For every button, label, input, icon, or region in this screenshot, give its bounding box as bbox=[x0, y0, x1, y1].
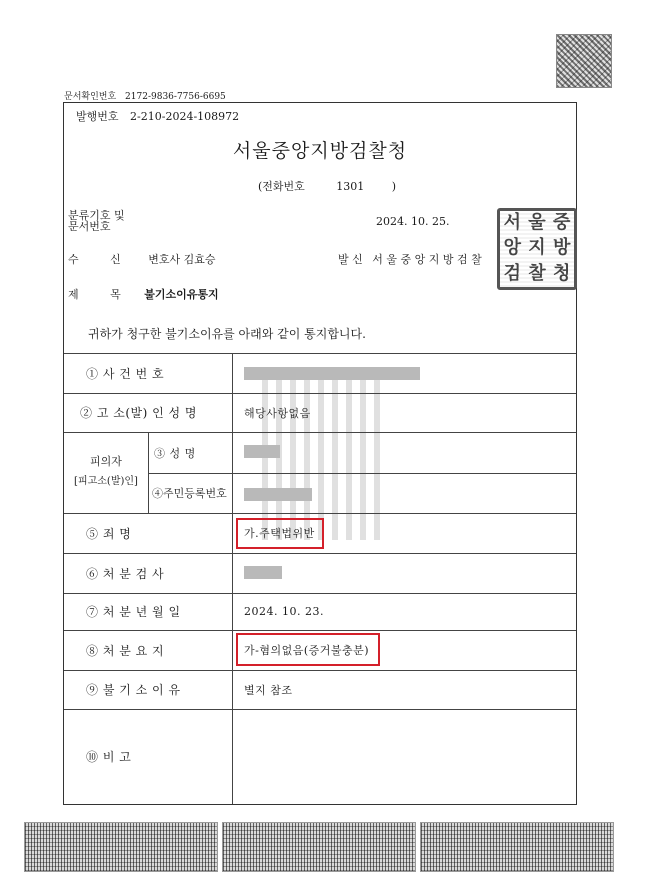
recipient-value: 변호사 김효승 bbox=[148, 253, 216, 266]
intro-text: 귀하가 청구한 불기소이유를 아래와 같이 통지합니다. bbox=[88, 327, 366, 341]
doc-confirm-value: 2172-9836-7756-6695 bbox=[125, 92, 226, 102]
complainant-value: 해당사항없음 bbox=[244, 406, 311, 420]
reason-label: ⑨ 불 기 소 이 유 bbox=[86, 683, 181, 697]
label-divider bbox=[232, 353, 233, 804]
id-number-label: ④주민등록번호 bbox=[152, 487, 227, 500]
sender-line bbox=[338, 251, 496, 267]
subject-label: 제 목 bbox=[68, 288, 135, 301]
case-number-label: ① 사 건 번 호 bbox=[86, 366, 165, 381]
subject-line bbox=[68, 286, 219, 302]
barcode-bottom-right bbox=[420, 822, 614, 872]
document-date: 2024. 10. 25. bbox=[376, 215, 450, 228]
barcode-bottom-left bbox=[24, 822, 218, 872]
reason-value: 별지 참조 bbox=[244, 683, 293, 697]
id-number-redacted bbox=[244, 488, 312, 501]
phone-value: 1301 bbox=[336, 180, 365, 193]
prosecutor-label: ⑥ 처 분 검 사 bbox=[86, 566, 165, 581]
subject-value: 불기소이유통지 bbox=[144, 288, 219, 301]
disposition-summary-value: 가-혐의없음(증거불충분) bbox=[244, 644, 370, 657]
charge-label: ⑤ 죄 명 bbox=[86, 526, 132, 541]
disposition-highlight-box bbox=[236, 633, 380, 666]
sender-value: 서 울 중 앙 지 방 검 찰 bbox=[372, 253, 482, 266]
remarks-label: ⑩ 비 고 bbox=[86, 750, 132, 764]
charge-value: 가.주택법위반 bbox=[244, 527, 315, 540]
charge-highlight-box bbox=[236, 518, 324, 549]
row-line-2 bbox=[64, 432, 576, 433]
disposition-date-label: ⑦ 처 분 년 월 일 bbox=[86, 605, 181, 619]
suspect-sub-label: [피고소(발)인] bbox=[74, 476, 138, 487]
official-seal-icon: 서 울 중 앙 지 방 검 찰 청 bbox=[497, 208, 577, 290]
suspect-divider bbox=[148, 432, 149, 513]
classification-label-1: 분류기호 및 bbox=[68, 209, 125, 222]
phone-close: ) bbox=[391, 180, 397, 193]
suspect-label: 피의자 bbox=[90, 455, 122, 468]
disposition-date-value: 2024. 10. 23. bbox=[244, 605, 324, 618]
recipient-line bbox=[68, 251, 216, 267]
barcode-bottom-center bbox=[222, 822, 416, 872]
phone-line bbox=[258, 178, 396, 194]
agency-title: 서울중앙지방검찰청 bbox=[232, 140, 408, 162]
doc-confirm-label: 문서확인번호 bbox=[64, 92, 117, 102]
disposition-summary-label: ⑧ 처 분 요 지 bbox=[86, 643, 165, 658]
name-redacted bbox=[244, 445, 280, 458]
classification-label-2: 문서번호 bbox=[68, 220, 111, 233]
issue-number-value: 2-210-2024-108972 bbox=[130, 110, 240, 123]
suspect-group-label bbox=[64, 452, 148, 492]
qr-code-top bbox=[556, 34, 612, 88]
recipient-label: 수 신 bbox=[68, 253, 135, 266]
doc-confirm-line bbox=[64, 89, 226, 102]
issue-number-label: 발행번호 bbox=[76, 110, 119, 123]
issue-number-line bbox=[76, 108, 239, 124]
case-number-redacted bbox=[244, 367, 420, 380]
phone-label: (전화번호 bbox=[258, 180, 305, 193]
prosecutor-redacted bbox=[244, 566, 282, 579]
complainant-label: ② 고 소(발) 인 성 명 bbox=[80, 406, 197, 420]
classification-label bbox=[68, 210, 125, 232]
sender-label: 발 신 bbox=[338, 253, 363, 266]
name-label: ③ 성 명 bbox=[154, 446, 196, 460]
